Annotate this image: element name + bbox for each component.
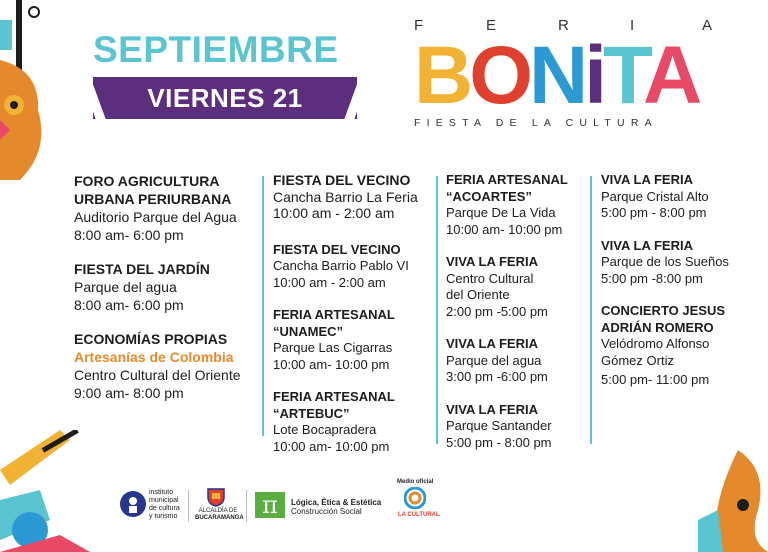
schedule-column-3 <box>446 172 591 467</box>
imct-logo-text: instituto municipal de cultura y turismo <box>149 489 180 520</box>
event-item: ECONOMÍAS PROPIAS Artesanías de Colombia Centro Cultural del Oriente 9:00 am- 8:00 pm <box>74 330 260 402</box>
logica-logo-text: Lógica, Ética & Estética Construcción Social <box>291 498 382 516</box>
alcaldia-shield-icon <box>206 487 226 507</box>
event-item: FERIA ARTESANAL “ACOARTES” Parque De La Vida 10:00 am- 10:00 pm <box>446 172 568 237</box>
alcaldia-logo-text: ALCALDÍA DE BUCARAMANGA <box>195 508 244 521</box>
event-item: FERIA ARTESANAL “UNAMEC” Parque Las Cigarras 10:00 am- 10:00 pm <box>273 307 395 372</box>
event-item: VIVA LA FERIA Centro Cultural del Oriente 2:00 pm -5:00 pm <box>446 254 548 319</box>
event-item: FERIA ARTESANAL “ARTEBUC” Lote Bocapradera 10:00 am- 10:00 pm <box>273 389 395 454</box>
medio-oficial-label: Medio oficial <box>397 479 434 485</box>
guitar-illustration-left <box>0 0 52 185</box>
imct-logo-icon <box>120 489 146 519</box>
event-item: FIESTA DEL JARDÍN Parque del agua 8:00 am- 6:00 pm <box>74 261 210 313</box>
column-divider <box>436 176 438 444</box>
event-item: VIVA LA FERIA Parque Cristal Alto 5:00 pm - 8:00 pm <box>601 172 709 220</box>
schedule-column-2 <box>273 172 435 471</box>
event-item: VIVA LA FERIA Parque Santander 5:00 pm - 8:00 pm <box>446 401 552 450</box>
footer-divider <box>246 490 247 522</box>
column-divider <box>262 176 264 436</box>
event-item: FIESTA DEL VECINO Cancha Barrio La Feria 10:00 am - 2:00 am <box>273 172 418 221</box>
event-item: CONCIERTO JESUS ADRIÁN ROMERO Velódromo Alfonso Gómez Ortiz 5:00 pm- 11:00 pm <box>601 303 726 387</box>
instruments-illustration-left <box>0 430 110 552</box>
event-item: VIVA LA FERIA Parque de los Sueños 5:00 pm -8:00 pm <box>601 237 729 286</box>
month-title: SEPTIEMBRE <box>93 29 339 70</box>
pi-logo-icon: π <box>255 492 285 518</box>
la-cultural-logo-text: LA CULTURAL <box>398 512 440 518</box>
organizer-highlight: Artesanías de Colombia <box>74 349 234 365</box>
schedule-column-1 <box>74 172 260 418</box>
event-item: FIESTA DEL VECINO Cancha Barrio Pablo VI 10:00 am - 2:00 am <box>273 241 409 290</box>
brand-subtitle: FIESTA DE LA CULTURA <box>414 117 658 129</box>
brand-top-word: F E R I A <box>414 17 713 34</box>
instruments-illustration-right <box>698 450 768 552</box>
schedule-column-4 <box>601 172 751 405</box>
footer-divider <box>188 490 189 522</box>
event-item: VIVA LA FERIA Parque del agua 3:00 pm -6:00 pm <box>446 336 548 384</box>
la-cultural-logo-icon <box>404 487 426 509</box>
event-item: FORO AGRICULTURA URBANA PERIURBANA Auditorio Parque del Agua 8:00 am- 6:00 pm <box>74 173 237 243</box>
brand-logo: BONiTA <box>414 30 699 121</box>
day-title: VIERNES 21 <box>147 83 303 113</box>
